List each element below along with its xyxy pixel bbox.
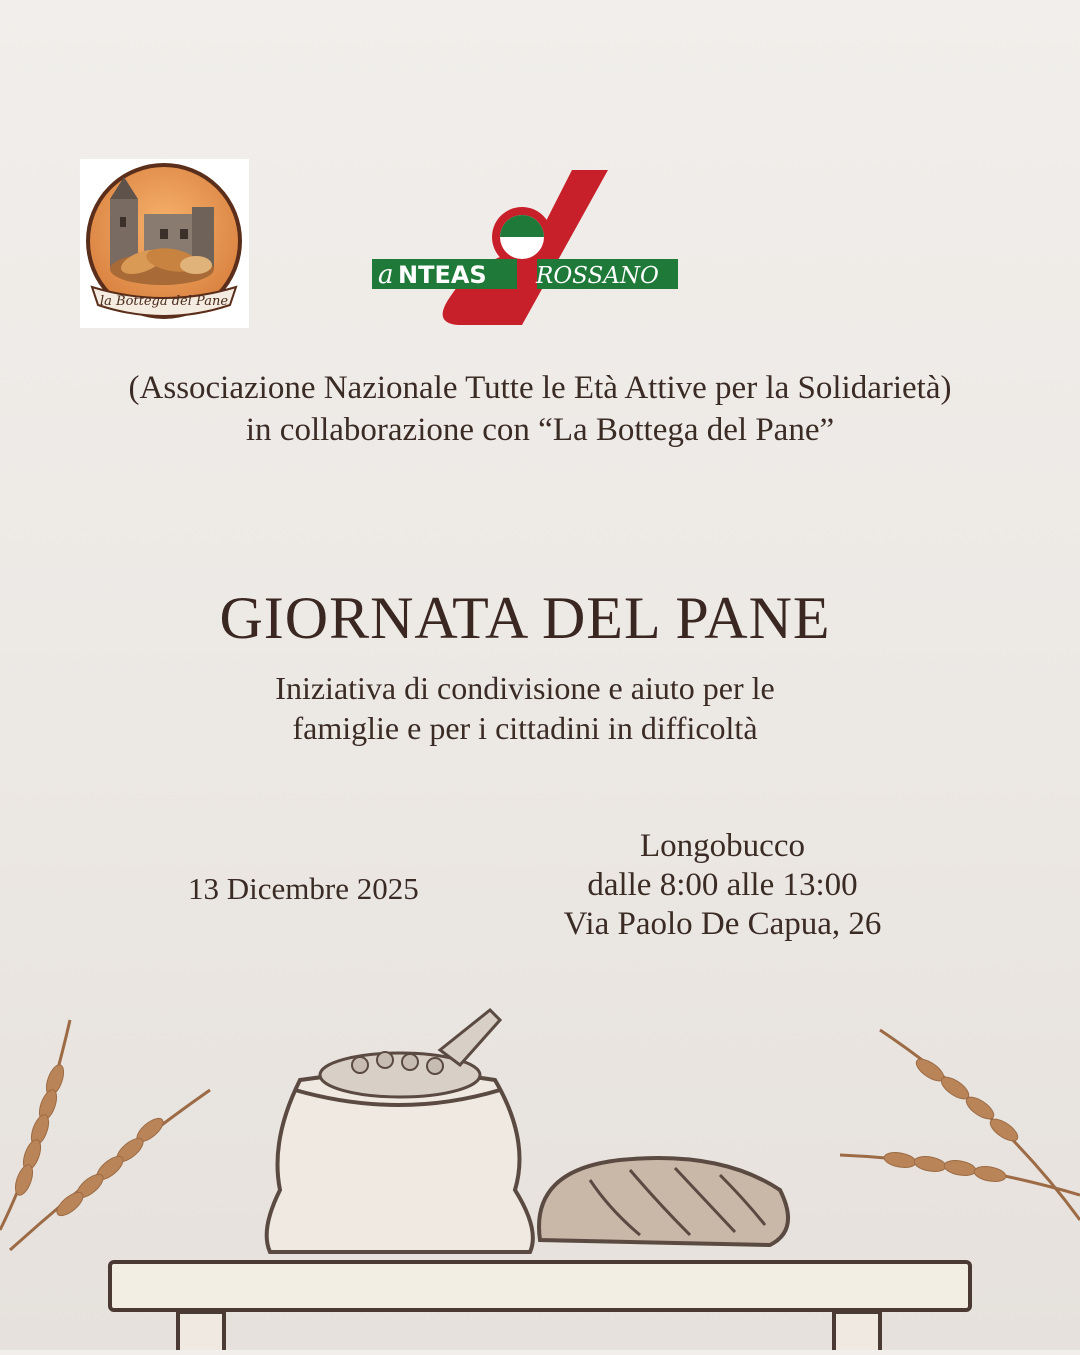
table-icon	[110, 1262, 970, 1350]
event-subtitle-line-2: famiglie e per i cittadini in difficoltà	[292, 710, 758, 746]
wheat-left-icon	[0, 1020, 210, 1250]
bread-loaf-icon	[539, 1158, 788, 1245]
event-date: 13 Dicembre 2025	[188, 871, 419, 906]
association-line-1: (Associazione Nazionale Tutte le Età Attive per la Solidarietà)	[128, 370, 952, 406]
flour-sack-icon	[267, 1010, 533, 1252]
anteas-logo-city: ROSSANO	[536, 263, 659, 289]
anteas-logo-name: NTEAS	[398, 261, 487, 289]
bottega-del-pane-logo	[80, 159, 249, 328]
association-description	[0, 367, 1080, 451]
event-subtitle	[0, 668, 1050, 748]
event-title: GIORNATA DEL PANE	[219, 585, 831, 651]
bottega-logo-text: la Bottega del Pane	[99, 294, 229, 309]
event-subtitle-line-1: Iniziativa di condivisione e aiuto per le	[275, 670, 775, 706]
event-hours: dalle 8:00 alle 13:00	[587, 867, 858, 903]
event-address: Via Paolo De Capua, 26	[563, 906, 882, 942]
event-location: Longobucco	[640, 828, 805, 864]
bread-illustration	[0, 990, 1080, 1350]
association-line-2: in collaborazione con “La Bottega del Pane”	[245, 412, 835, 448]
wheat-right-icon	[840, 1030, 1080, 1220]
event-location-block	[520, 827, 925, 944]
anteas-logo-a: a	[378, 260, 394, 290]
anteas-rossano-logo	[372, 165, 682, 330]
